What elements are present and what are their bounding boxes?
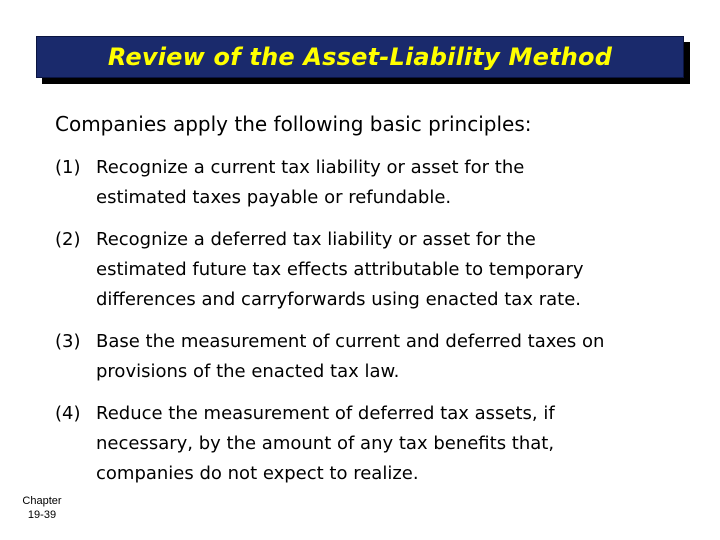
item-line: Recognize a current tax liability or asset for the <box>96 157 525 178</box>
page-ref: 19-39 <box>27 509 57 521</box>
item-line: estimated taxes payable or refundable. <box>96 187 452 208</box>
item-line: Reduce the measurement of deferred tax assets, if <box>96 403 555 424</box>
item-number: (3) <box>55 331 81 352</box>
principle-item-1 <box>55 153 695 213</box>
intro-text: Companies apply the following basic principles: <box>55 112 532 136</box>
item-number: (4) <box>55 403 81 424</box>
item-line: necessary, by the amount of any tax benefits that, <box>96 433 555 454</box>
item-number: (2) <box>55 229 81 250</box>
principle-item-4 <box>55 399 695 489</box>
chapter-reference <box>12 494 72 522</box>
chapter-label: Chapter <box>22 495 62 507</box>
item-line: estimated future tax effects attributable to temporary <box>96 259 584 280</box>
principle-item-2 <box>55 225 695 315</box>
slide-title: Review of the Asset-Liability Method <box>107 43 613 71</box>
item-number: (1) <box>55 157 81 178</box>
item-line: Recognize a deferred tax liability or asset for the <box>96 229 536 250</box>
item-line: Base the measurement of current and deferred taxes on <box>96 331 605 352</box>
item-line: differences and carryforwards using enacted tax rate. <box>96 289 581 310</box>
item-line: provisions of the enacted tax law. <box>96 361 400 382</box>
title-banner <box>36 36 684 78</box>
item-line: companies do not expect to realize. <box>96 463 419 484</box>
principle-item-3 <box>55 327 695 387</box>
